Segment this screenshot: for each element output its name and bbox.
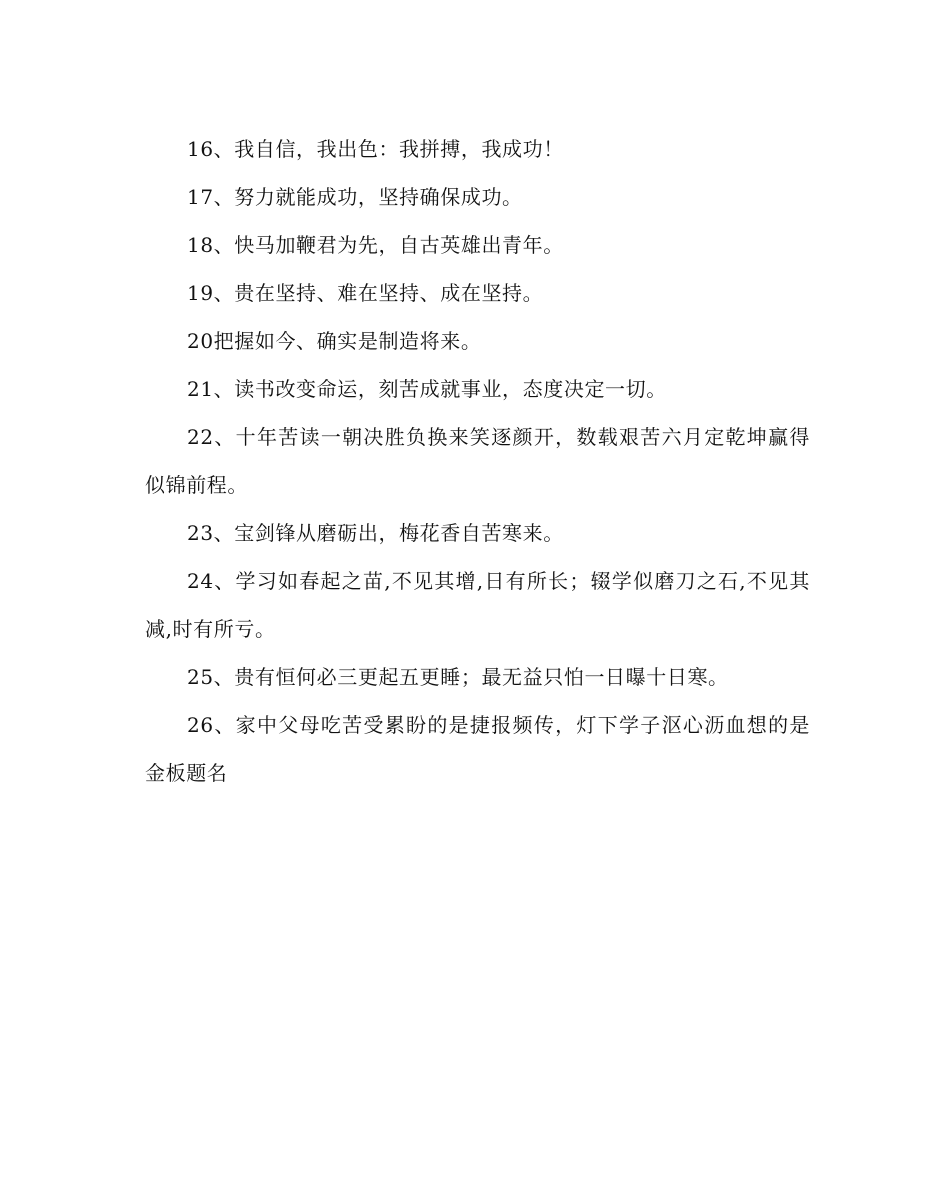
paragraph-20: 20把握如今、确实是制造将来。 [187, 329, 482, 353]
paragraph-18: 18、快马加鞭君为先，自古英雄出青年。 [187, 233, 564, 257]
paragraph-16: 16、我自信，我出色：我拼搏，我成功！ [187, 137, 564, 161]
paragraph-19: 19、贵在坚持、难在坚持、成在坚持。 [187, 281, 544, 305]
paragraph-22: 22、十年苦读一朝决胜负换来笑逐颜开，数载艰苦六月定乾坤赢得似锦前程。 [145, 425, 810, 497]
paragraph-24: 24、学习如春起之苗,不见其增,日有所长；辍学似磨刀之石,不见其减,时有所亏。 [145, 569, 810, 641]
paragraph-21: 21、读书改变命运，刻苦成就事业，态度决定一切。 [187, 377, 667, 401]
paragraph-23: 23、宝剑锋从磨砺出，梅花香自苦寒来。 [187, 521, 564, 545]
paragraph-17: 17、努力就能成功，坚持确保成功。 [187, 185, 523, 209]
paragraph-25: 25、贵有恒何必三更起五更睡；最无益只怕一日曝十日寒。 [187, 665, 729, 689]
paragraph-26: 26、家中父母吃苦受累盼的是捷报频传，灯下学子沤心沥血想的是金板题名 [145, 713, 810, 785]
document-body [145, 125, 810, 797]
